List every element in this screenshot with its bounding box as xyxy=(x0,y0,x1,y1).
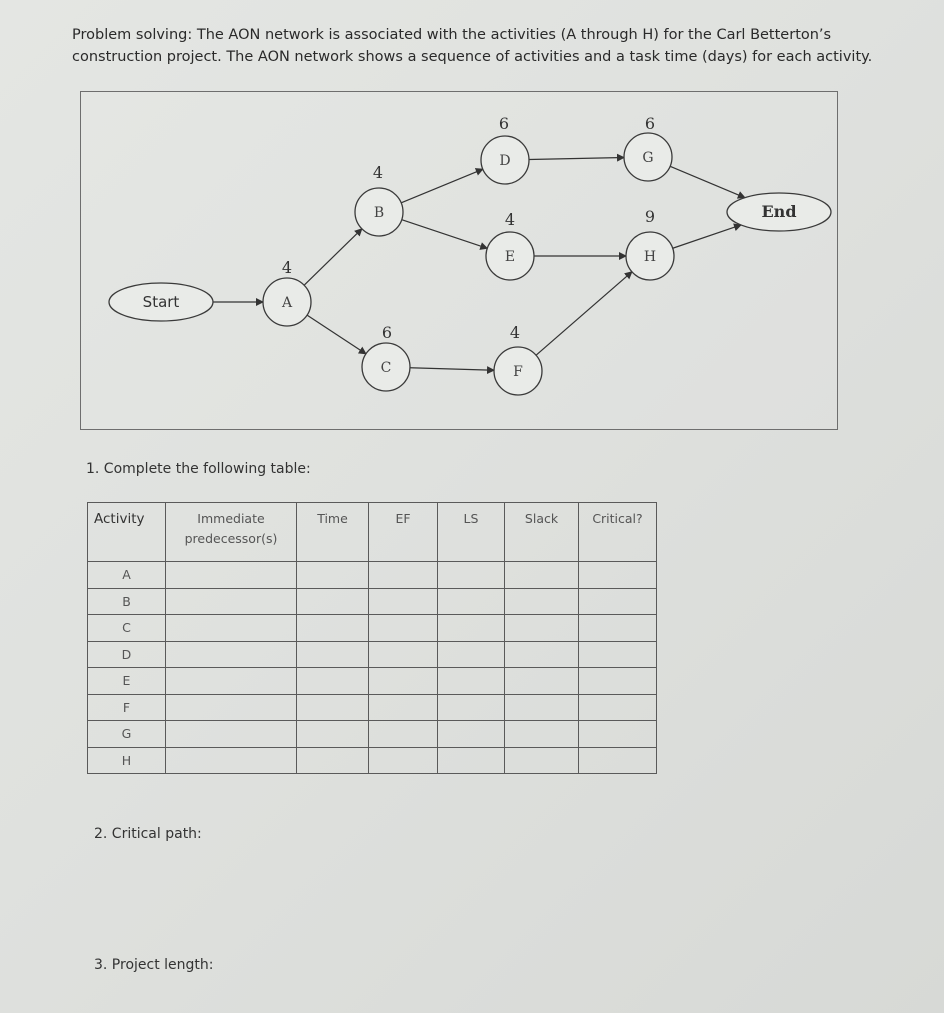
problem-statement xyxy=(72,24,872,68)
answer-cell[interactable] xyxy=(297,562,369,589)
answer-cell[interactable] xyxy=(297,615,369,642)
problem-line-1: Problem solving: The AON network is associated with the activities (A through H) for the Carl Betterton’s xyxy=(72,27,832,43)
answer-cell[interactable] xyxy=(579,694,657,721)
edge-a-to-b xyxy=(304,229,362,285)
start-node-label: Start xyxy=(142,293,180,311)
activity-cell: B xyxy=(88,588,166,615)
answer-cell[interactable] xyxy=(297,668,369,695)
activity-cell: G xyxy=(88,721,166,748)
activity-node-g-label: G xyxy=(642,150,654,166)
activity-node-e-label: E xyxy=(504,249,516,265)
answer-cell[interactable] xyxy=(166,615,297,642)
aon-network-svg xyxy=(81,92,837,429)
edge-h-to-end xyxy=(673,225,741,248)
answer-cell[interactable] xyxy=(579,588,657,615)
answer-cell[interactable] xyxy=(369,668,438,695)
answer-cell[interactable] xyxy=(579,615,657,642)
activity-cell: F xyxy=(88,694,166,721)
activity-node-b xyxy=(355,188,403,236)
answer-cell[interactable] xyxy=(505,615,579,642)
answer-cell[interactable] xyxy=(505,694,579,721)
activity-node-h-label: H xyxy=(643,249,657,265)
activity-node-h xyxy=(626,232,674,280)
activity-node-e xyxy=(486,232,534,280)
activity-cell: D xyxy=(88,641,166,668)
answer-cell[interactable] xyxy=(166,641,297,668)
table-row xyxy=(88,721,657,748)
activity-cell: C xyxy=(88,615,166,642)
answer-cell[interactable] xyxy=(369,588,438,615)
activity-cell: H xyxy=(88,747,166,774)
answer-cell[interactable] xyxy=(579,721,657,748)
edge-b-to-e xyxy=(402,220,487,249)
activity-node-c xyxy=(362,343,410,391)
duration-d: 6 xyxy=(498,114,510,133)
answer-cell[interactable] xyxy=(166,721,297,748)
answer-cell[interactable] xyxy=(369,694,438,721)
answer-cell[interactable] xyxy=(505,641,579,668)
duration-f: 4 xyxy=(509,323,521,342)
table-header-row xyxy=(88,503,657,562)
answer-cell[interactable] xyxy=(505,721,579,748)
answer-cell[interactable] xyxy=(579,747,657,774)
answer-cell[interactable] xyxy=(369,721,438,748)
start-node xyxy=(109,283,213,321)
answer-cell[interactable] xyxy=(166,588,297,615)
table-row xyxy=(88,588,657,615)
end-node xyxy=(727,193,831,231)
activity-node-b-label: B xyxy=(373,205,385,221)
answer-cell[interactable] xyxy=(438,694,505,721)
answer-cell[interactable] xyxy=(505,562,579,589)
edge-g-to-end xyxy=(670,166,745,197)
table-row xyxy=(88,668,657,695)
answer-cell[interactable] xyxy=(505,668,579,695)
activity-node-g xyxy=(624,133,672,181)
answer-cell[interactable] xyxy=(438,615,505,642)
header-ls: LS xyxy=(438,503,505,562)
nodes-layer xyxy=(109,133,831,395)
answer-cell[interactable] xyxy=(505,747,579,774)
duration-g: 6 xyxy=(644,114,656,133)
edge-c-to-f xyxy=(410,368,494,371)
activity-cell: E xyxy=(88,668,166,695)
table-row xyxy=(88,747,657,774)
edge-a-to-c xyxy=(307,315,366,354)
question-1: 1. Complete the following table: xyxy=(86,461,311,477)
end-node-label: End xyxy=(761,202,797,221)
question-2: 2. Critical path: xyxy=(94,826,202,842)
answer-cell[interactable] xyxy=(438,641,505,668)
answer-cell[interactable] xyxy=(166,562,297,589)
answer-cell[interactable] xyxy=(297,721,369,748)
answer-cell[interactable] xyxy=(579,562,657,589)
activity-node-d-label: D xyxy=(499,153,511,169)
header-predecessors xyxy=(166,503,297,562)
answer-cell[interactable] xyxy=(369,641,438,668)
answer-cell[interactable] xyxy=(297,588,369,615)
answer-cell[interactable] xyxy=(369,562,438,589)
activity-node-a-label: A xyxy=(281,295,293,311)
header-slack: Slack xyxy=(505,503,579,562)
edge-f-to-h xyxy=(536,272,632,355)
edge-d-to-g xyxy=(529,158,624,160)
aon-network-diagram xyxy=(80,91,838,430)
activity-cell: A xyxy=(88,562,166,589)
answer-cell[interactable] xyxy=(297,641,369,668)
table-row xyxy=(88,615,657,642)
answer-cell[interactable] xyxy=(438,747,505,774)
activity-node-c-label: C xyxy=(380,360,392,376)
header-activity: Activity xyxy=(88,503,166,562)
answer-cell[interactable] xyxy=(297,694,369,721)
header-critical: Critical? xyxy=(579,503,657,562)
header-predecessors-line1: Immediate xyxy=(197,511,265,526)
duration-a: 4 xyxy=(281,258,293,277)
table-row xyxy=(88,562,657,589)
answer-cell[interactable] xyxy=(369,615,438,642)
answer-cell[interactable] xyxy=(579,668,657,695)
header-time: Time xyxy=(297,503,369,562)
answer-cell[interactable] xyxy=(438,588,505,615)
answer-cell[interactable] xyxy=(505,588,579,615)
question-3: 3. Project length: xyxy=(94,957,214,973)
answer-cell[interactable] xyxy=(297,747,369,774)
table-body xyxy=(88,562,657,774)
answer-cell[interactable] xyxy=(438,562,505,589)
header-predecessors-line2: predecessor(s) xyxy=(184,531,278,546)
activity-node-f xyxy=(494,347,542,395)
answer-cell[interactable] xyxy=(166,747,297,774)
answer-cell[interactable] xyxy=(438,668,505,695)
duration-e: 4 xyxy=(504,210,516,229)
answer-cell[interactable] xyxy=(579,641,657,668)
answer-cell[interactable] xyxy=(369,747,438,774)
answer-cell[interactable] xyxy=(166,694,297,721)
duration-h: 9 xyxy=(644,207,656,226)
table-row xyxy=(88,641,657,668)
answer-cell[interactable] xyxy=(438,721,505,748)
activity-node-d xyxy=(481,136,529,184)
table-row xyxy=(88,694,657,721)
durations-layer xyxy=(282,114,655,342)
activity-table xyxy=(87,502,657,774)
edge-b-to-d xyxy=(401,169,483,203)
duration-c: 6 xyxy=(381,323,393,342)
problem-line-2: construction project. The AON network shows a sequence of activities and a task time (days) for each activity. xyxy=(72,49,873,65)
duration-b: 4 xyxy=(372,163,384,182)
activity-node-a xyxy=(263,278,311,326)
header-ef: EF xyxy=(369,503,438,562)
activity-node-f-label: F xyxy=(513,364,523,380)
answer-cell[interactable] xyxy=(166,668,297,695)
